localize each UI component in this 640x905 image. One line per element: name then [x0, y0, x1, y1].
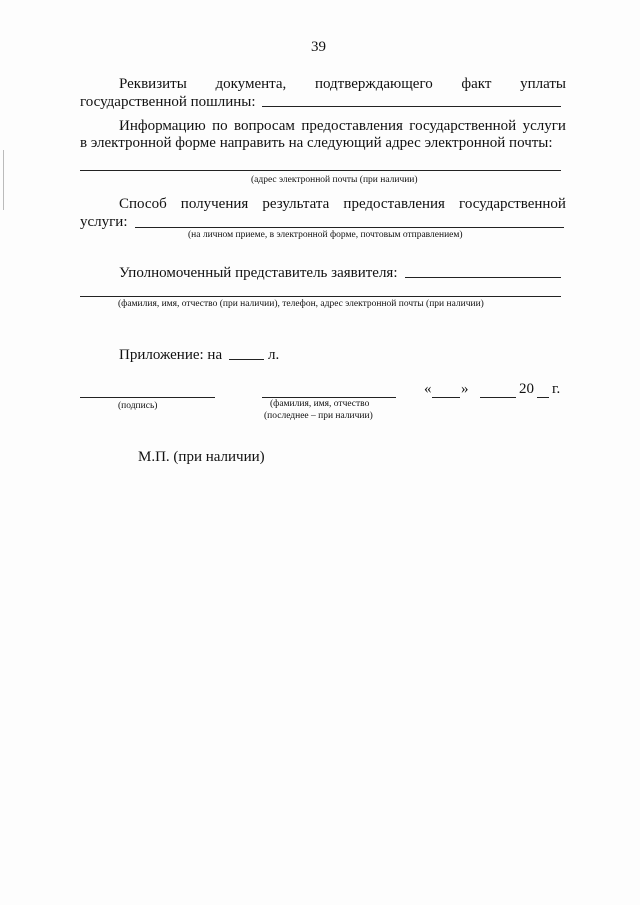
signature-caption: (подпись): [118, 401, 158, 411]
representative-caption: (фамилия, имя, отчество (при наличии), телефон, адрес электронной почты (при наличии): [118, 299, 484, 309]
attachment-pages-blank[interactable]: [229, 359, 264, 360]
email-word: по: [212, 118, 228, 134]
method-word: результата: [262, 196, 330, 212]
representative-details-blank[interactable]: [80, 296, 561, 297]
date-close-quote: »: [461, 381, 469, 397]
method-word: предоставления: [343, 196, 445, 212]
representative-label: Уполномоченный представитель заявителя:: [119, 265, 398, 281]
page-number: 39: [311, 39, 326, 55]
attachment-prefix: Приложение: на: [119, 347, 223, 363]
payment-word: подтверждающего: [314, 76, 433, 92]
method-word: получения: [180, 196, 249, 212]
date-year-suffix: г.: [552, 381, 561, 397]
date-year-prefix: 20: [519, 381, 534, 397]
date-month-blank[interactable]: [480, 397, 516, 398]
signature-blank[interactable]: [80, 397, 215, 398]
full-name-caption-line2: (последнее – при наличии): [264, 411, 373, 421]
stamp-place-label: М.П. (при наличии): [138, 449, 265, 465]
email-word: предоставления: [301, 118, 403, 134]
method-paragraph-line1: [119, 195, 566, 213]
scan-edge-mark: [3, 150, 4, 210]
method-blank[interactable]: [135, 227, 564, 228]
email-word: Информацию: [119, 118, 206, 134]
representative-name-blank[interactable]: [405, 277, 561, 278]
payment-word: документа,: [215, 76, 287, 92]
email-word: услуги: [522, 118, 566, 134]
date-open-quote: «: [424, 381, 432, 397]
payment-paragraph-line2: государственной пошлины:: [80, 94, 256, 110]
email-word: государственной: [409, 118, 517, 134]
attachment-suffix: л.: [268, 347, 280, 363]
date-year-blank[interactable]: [537, 397, 549, 398]
payment-paragraph-line1: [119, 75, 566, 93]
payment-word: Реквизиты: [119, 76, 187, 92]
email-paragraph-line1: [119, 117, 566, 135]
email-paragraph-line2: в электронной форме направить на следующий адрес электронной почты:: [80, 135, 553, 151]
email-address-blank[interactable]: [80, 170, 561, 171]
payment-word: факт: [461, 76, 492, 92]
full-name-caption-line1: (фамилия, имя, отчество: [270, 399, 370, 409]
email-word: вопросам: [234, 118, 295, 134]
date-day-blank[interactable]: [432, 397, 460, 398]
method-caption: (на личном приеме, в электронной форме, почтовым отправлением): [188, 230, 463, 240]
method-paragraph-line2: услуги:: [80, 214, 128, 230]
method-word: государственной: [459, 196, 566, 212]
payment-details-blank[interactable]: [262, 106, 561, 107]
full-name-blank[interactable]: [262, 397, 396, 398]
email-caption: (адрес электронной почты (при наличии): [251, 175, 418, 185]
method-word: Способ: [119, 196, 167, 212]
payment-word: уплаты: [520, 76, 566, 92]
